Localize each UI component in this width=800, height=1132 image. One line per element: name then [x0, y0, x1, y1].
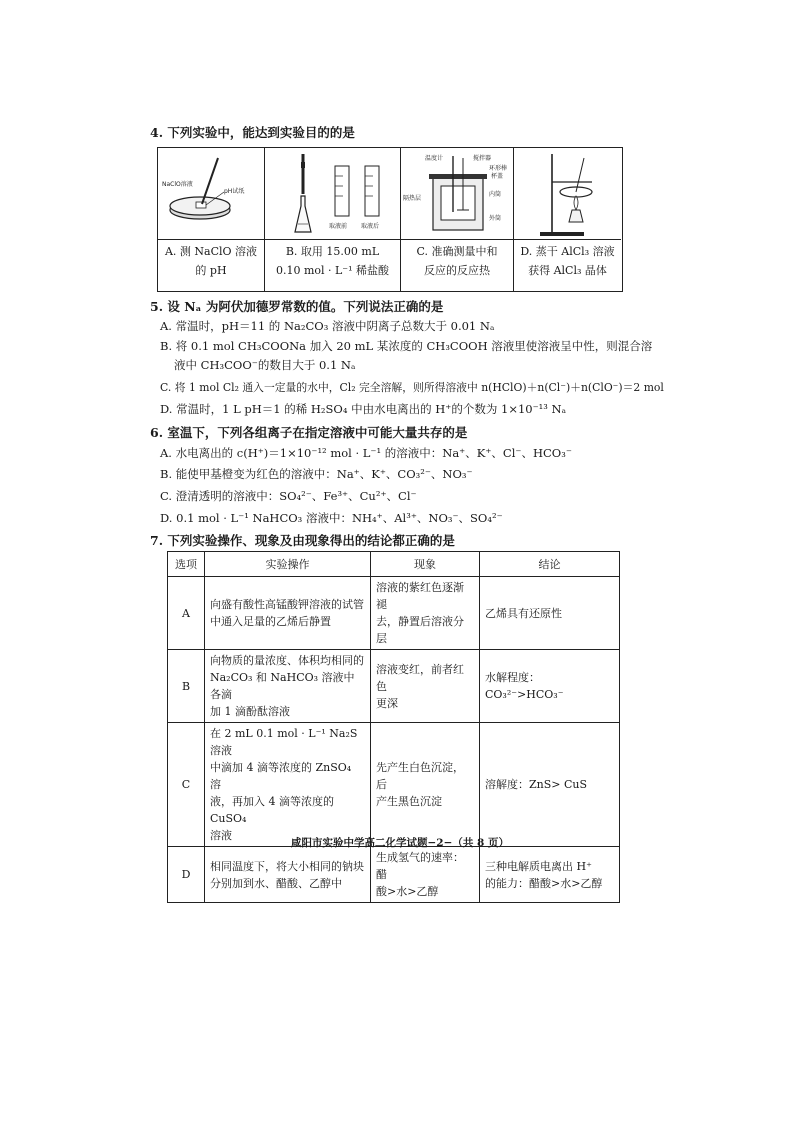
question-5-option-b: B. 将 0.1 mol CH₃COONa 加入 20 mL 某浓度的 CH₃COOH 溶液里使溶液呈中性，则混合溶: [160, 339, 653, 353]
figure-c-caption-1: C. 准确测量中和: [416, 245, 498, 258]
row-d-phenomenon: [371, 847, 480, 903]
row-c-phenomenon-line-2: 产生黑色沉淀: [376, 795, 442, 808]
question-5-option-b-continued: 液中 CH₃COO⁻的数目大于 0.1 Nₐ: [174, 358, 356, 372]
question-5-option-d: D. 常温时，1 L pH＝1 的稀 H₂SO₄ 中由水电离出的 H⁺的个数为 1×10⁻¹³ Nₐ: [160, 402, 567, 416]
header-conclusion: 结论: [480, 552, 620, 577]
question-5-stem: 5. 设 Nₐ 为阿伏加德罗常数的值。下列说法正确的是: [150, 299, 444, 314]
figure-a-label-naclo: NaClO溶液: [162, 181, 193, 188]
figure-b-caption-1: B. 取用 15.00 mL: [285, 245, 380, 258]
row-c-conclusion: [480, 723, 620, 847]
row-a-phenomenon-line-1: 溶液的紫红色逐渐褪: [376, 581, 464, 611]
figure-c-label-insulation: 隔热层: [403, 195, 422, 202]
figure-c-label-ring-stirrer: 环形棒: [489, 165, 508, 172]
figure-a-caption-2: 的 pH: [195, 264, 227, 277]
figure-d-caption-1: D. 蒸干 AlCl₃ 溶液: [520, 245, 615, 258]
row-d-phenomenon-line-1: 生成氢气的速率：醋: [376, 851, 464, 881]
row-c-phenomenon-line-1: 先产生白色沉淀，后: [376, 761, 464, 791]
row-b-phenomenon-line-2: 更深: [376, 696, 398, 710]
table-row: [168, 723, 620, 847]
row-d-operation-line-2: 分别加到水、醋酸、乙醇中: [210, 876, 342, 890]
header-phenomenon: 现象: [371, 552, 480, 577]
question-7-stem: 7. 下列实验操作、现象及由现象得出的结论都正确的是: [150, 533, 455, 548]
row-b-phenomenon: [371, 650, 480, 723]
row-a-phenomenon-line-2: 去，静置后溶液分层: [376, 615, 464, 645]
row-b-conclusion: [480, 650, 620, 723]
row-c-operation-line-1: 在 2 mL 0.1 mol · L⁻¹ Na₂S 溶液: [210, 727, 358, 757]
figure-c-label-thermometer: 温度计: [425, 155, 444, 162]
figure-c-label-inner: 内筒: [489, 191, 502, 198]
row-b-phenomenon-line-1: 溶液变红，前者红色: [376, 662, 464, 693]
row-b-operation: [205, 650, 371, 723]
figure-d-caption-2: 获得 AlCl₃ 晶体: [528, 264, 607, 277]
figure-a: [158, 148, 265, 291]
figure-a-caption-1: A. 测 NaClO 溶液: [164, 245, 258, 258]
row-a-operation: [205, 577, 371, 650]
header-operation: 实验操作: [205, 552, 371, 577]
row-b-operation-line-1: 向物质的量浓度、体积均相同的: [210, 654, 364, 667]
row-a-phenomenon: [371, 577, 480, 650]
row-c-operation: [205, 723, 371, 847]
row-a-operation-line-1: 向盛有酸性高锰酸钾溶液的试管: [210, 598, 364, 611]
question-6-stem: 6. 室温下，下列各组离子在指定溶液中可能大量共存的是: [150, 425, 468, 440]
figure-d-image: [514, 148, 621, 240]
row-a-option: A: [168, 577, 205, 650]
figure-a-image: [158, 148, 264, 240]
question-6-option-a: A. 水电离出的 c(H⁺)＝1×10⁻¹² mol · L⁻¹ 的溶液中：Na⁺、K⁺、Cl⁻、HCO₃⁻: [160, 446, 572, 460]
row-a-operation-line-2: 中通入足量的乙烯后静置: [210, 615, 331, 628]
row-a-conclusion-line-1: 乙烯具有还原性: [485, 606, 562, 620]
figure-b-caption-2: 0.10 mol · L⁻¹ 稀盐酸: [275, 264, 390, 277]
question-7-table: [167, 551, 620, 903]
row-d-phenomenon-line-2: 酸>水>乙醇: [376, 885, 439, 898]
row-a-conclusion: [480, 577, 620, 650]
row-b-option: B: [168, 650, 205, 723]
figure-b-image: [265, 148, 400, 240]
figure-c-label-outer: 外筒: [489, 215, 502, 222]
figure-c: [401, 148, 514, 291]
row-c-option: C: [168, 723, 205, 847]
question-6-option-d: D. 0.1 mol · L⁻¹ NaHCO₃ 溶液中：NH₄⁺、Al³⁺、NO₃⁻、SO₄²⁻: [160, 511, 503, 525]
question-4-stem: 4. 下列实验中，能达到实验目的的是: [150, 125, 355, 140]
table-header-row: [168, 552, 620, 577]
figure-c-label-stirrer: 搅拌器: [473, 155, 492, 162]
figure-d: [514, 148, 621, 291]
figure-c-image: [401, 148, 513, 240]
page-footer: 咸阳市实验中学高二化学试题−2−（共 8 页）: [290, 837, 510, 849]
row-b-operation-line-2: Na₂CO₃ 和 NaHCO₃ 溶液中各滴: [210, 671, 355, 701]
question-5-option-a: A. 常温时，pH＝11 的 Na₂CO₃ 溶液中阴离子总数大于 0.01 Nₐ: [160, 319, 495, 333]
header-option: 选项: [168, 552, 205, 577]
table-row: [168, 650, 620, 723]
row-d-operation: [205, 847, 371, 903]
figure-b-label-after: 取液后: [361, 223, 380, 230]
table-row: [168, 847, 620, 903]
row-b-operation-line-3: 加 1 滴酚酞溶液: [210, 705, 290, 718]
table-row: [168, 577, 620, 650]
row-c-operation-line-2: 中滴加 4 滴等浓度的 ZnSO₄ 溶: [210, 761, 352, 791]
question-6-option-b: B. 能使甲基橙变为红色的溶液中：Na⁺、K⁺、CO₃²⁻、NO₃⁻: [160, 467, 473, 481]
figure-b: [265, 148, 401, 291]
row-d-conclusion-line-2: 的能力：醋酸>水>乙醇: [485, 876, 603, 890]
row-c-operation-line-4: 溶液: [210, 829, 232, 842]
question-5-option-c: C. 将 1 mol Cl₂ 通入一定量的水中，Cl₂ 完全溶解，则所得溶液中 n(HClO)＋n(Cl⁻)＋n(ClO⁻)＝2 mol: [160, 381, 664, 394]
question-4-figure-table: [157, 147, 623, 292]
row-d-option: D: [168, 847, 205, 903]
row-b-conclusion-line-1: 水解程度：CO₃²⁻>HCO₃⁻: [485, 671, 564, 701]
row-d-conclusion-line-1: 三种电解质电离出 H⁺: [485, 859, 592, 873]
figure-c-caption-2: 反应的反应热: [424, 264, 490, 277]
question-6-option-c: C. 澄清透明的溶液中：SO₄²⁻、Fe³⁺、Cu²⁺、Cl⁻: [160, 489, 417, 503]
row-d-operation-line-1: 相同温度下，将大小相同的钠块: [210, 859, 364, 873]
row-c-conclusion-line-1: 溶解度：ZnS> CuS: [485, 778, 588, 791]
figure-a-label-ph-paper: pH试纸: [224, 188, 245, 195]
row-c-operation-line-3: 液，再加入 4 滴等浓度的 CuSO₄: [210, 795, 334, 825]
row-c-phenomenon: [371, 723, 480, 847]
figure-b-label-before: 取液前: [329, 223, 348, 230]
row-d-conclusion: [480, 847, 620, 903]
figure-c-label-lid: 杯盖: [491, 173, 504, 180]
